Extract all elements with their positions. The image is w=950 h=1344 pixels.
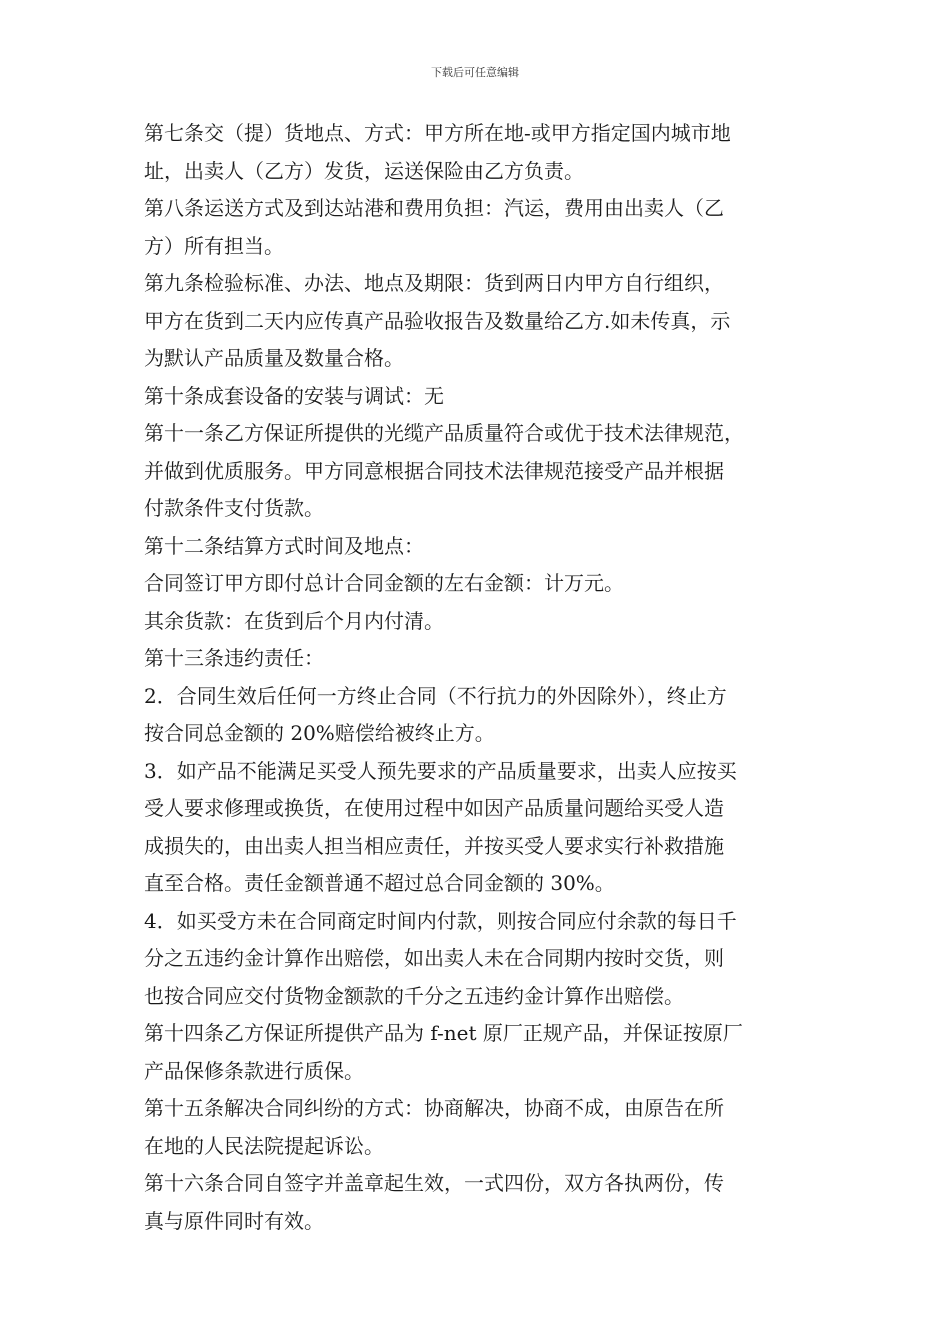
text-line: 第十条成套设备的安装与调试：无 <box>144 383 444 408</box>
text-line: 付款条件支付货款。 <box>144 496 324 520</box>
page-header-note: 下载后可任意编辑 <box>431 66 519 79</box>
text-line: 甲方在货到二天内应传真产品验收报告及数量给乙方.如未传真，示 <box>144 308 731 333</box>
text-line: 第七条交（提）货地点、方式：甲方所在地-或甲方指定国内城市地 <box>144 121 731 145</box>
text-line: 为默认产品质量及数量合格。 <box>144 346 404 370</box>
text-line: 第十一条乙方保证所提供的光缆产品质量符合或优于技术法律规范， <box>144 421 744 445</box>
text-line: 成损失的，由出卖人担当相应责任，并按买受人要求实行补救措施 <box>144 833 724 858</box>
contract-body <box>144 115 808 1240</box>
text-line: 第十六条合同自签字并盖章起生效，一式四份，双方各执两份，传 <box>144 1171 724 1195</box>
text-line: 方）所有担当。 <box>144 233 284 258</box>
text-line: 第九条检验标准、办法、地点及期限：货到两日内甲方自行组织， <box>144 271 724 295</box>
text-line: 在地的人民法院提起诉讼。 <box>144 1133 384 1158</box>
text-line: 其余货款：在货到后个月内付清。 <box>144 608 444 633</box>
text-line: 第十四条乙方保证所提供产品为 f-net 原厂正规产品，并保证按原厂 <box>144 1021 743 1045</box>
text-line: 也按合同应交付货物金额款的千分之五违约金计算作出赔偿。 <box>144 983 684 1008</box>
text-line: 受人要求修理或换货，在使用过程中如因产品质量问题给买受人造 <box>144 796 724 820</box>
text-line: 按合同总金额的 20%赔偿给被终止方。 <box>144 721 495 745</box>
text-line: 第十二条结算方式时间及地点： <box>144 533 424 558</box>
text-line: 址，出卖人（乙方）发货，运送保险由乙方负责。 <box>144 158 584 183</box>
text-line: 直至合格。责任金额普通不超过总合同金额的 30%。 <box>144 871 615 895</box>
text-line: 2．合同生效后任何一方终止合同（不行抗力的外因除外），终止方 <box>144 683 727 708</box>
text-line: 并做到优质服务。甲方同意根据合同技术法律规范接受产品并根据 <box>144 458 724 483</box>
text-line: 合同签订甲方即付总计合同金额的左右金额：计万元。 <box>144 571 624 595</box>
text-line: 第十五条解决合同纠纷的方式：协商解决，协商不成，由原告在所 <box>144 1096 724 1120</box>
text-line: 第十三条违约责任： <box>144 646 324 670</box>
text-line: 真与原件同时有效。 <box>144 1208 324 1233</box>
text-line: 4．如买受方未在合同商定时间内付款，则按合同应付余款的每日千 <box>144 908 737 933</box>
text-line: 第八条运送方式及到达站港和费用负担：汽运，费用由出卖人（乙 <box>144 196 724 220</box>
text-line: 产品保修条款进行质保。 <box>144 1058 364 1083</box>
text-line: 3．如产品不能满足买受人预先要求的产品质量要求，出卖人应按买 <box>144 758 737 783</box>
text-line: 分之五违约金计算作出赔偿，如出卖人未在合同期内按时交货，则 <box>144 946 724 970</box>
